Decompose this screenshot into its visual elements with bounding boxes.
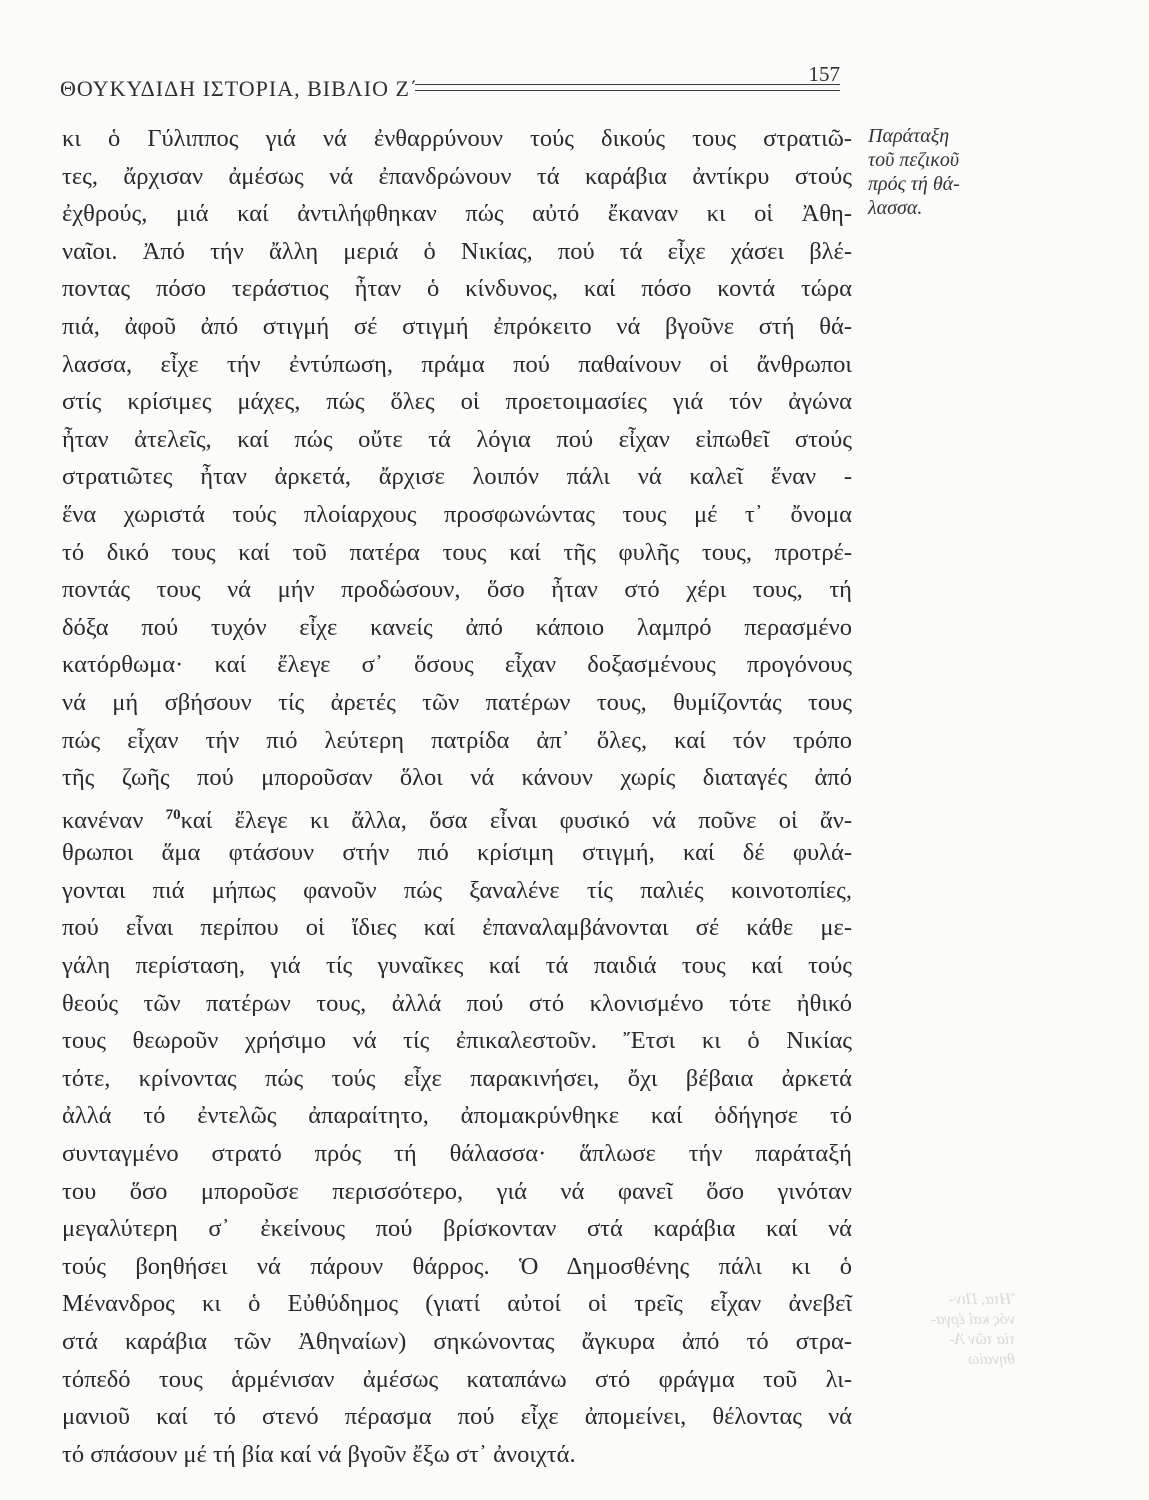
page-number: 157	[808, 62, 840, 86]
text-line: πιά, ἀφοῦ ἀπό στιγμή σέ στιγμή ἐπρόκειτο νά βγοῦνε στή θά-	[62, 312, 852, 340]
text-line: τους θεωροῦν χρήσιμο νά τίς ἐπικαλεστοῦν. Ἔτσι κι ὁ Νικίας	[62, 1027, 852, 1055]
text-line: τῆς ζωῆς πού μποροῦσαν ὅλοι νά κάνουν χωρίς διαταγές ἀπό	[62, 764, 852, 792]
margin-note-line: λασσα.	[868, 197, 923, 219]
text-line: μανιοῦ καί τό στενό πέρασμα πού εἶχε ἀπομείνει, θέλοντας νά	[62, 1403, 852, 1431]
text-line: στρατιῶτες ἦταν ἀρκετά, ἄρχισε λοιπόν πάλι νά καλεῖ ἕναν -	[62, 463, 852, 491]
text-line: πού εἶναι περίπου οἱ ἴδιες καί ἐπαναλαμβάνονται σέ κάθε με-	[62, 914, 852, 942]
text-line: μεγαλύτερη σ᾽ ἐκείνους πού βρίσκονταν στά καράβια καί νά	[62, 1215, 852, 1243]
text-line: τόπεδό τους ἁρμένισαν ἀμέσως καταπάνω στό φράγμα τοῦ λι-	[62, 1365, 852, 1393]
text-line: ποντας πόσο τεράστιος ἦταν ὁ κίνδυνος, καί πόσο κοντά τώρα	[62, 275, 852, 303]
text-line: θεούς τῶν πατέρων τους, ἀλλά πού στό κλονισμένο τότε ἠθικό	[62, 989, 852, 1017]
text-line-with-footnote	[62, 797, 852, 835]
text-line: ἐχθρούς, μιά καί ἀντιλήφθηκαν πώς αὐτό ἔκαναν κι οἱ Ἀθη-	[62, 200, 852, 228]
text-line: λασσα, εἶχε τήν ἐντύπωση, πράμα πού παθαίνουν οἱ ἄνθρωποι	[62, 350, 852, 378]
line-rest: καί ἔλεγε κι ἄλλα, ὅσα εἶναι φυσικό νά ποῦνε οἱ ἄν-	[180, 806, 853, 834]
text-line: δόξα πού τυχόν εἶχε κανείς ἀπό κάποιο λαμπρό περασμένο	[62, 613, 852, 641]
text-line: του ὅσο μποροῦσε περισσότερο, γιά νά φανεῖ ὅσο γινόταν	[62, 1177, 852, 1205]
text-line: κατόρθωμα· καί ἔλεγε σ᾽ ὅσους εἶχαν δοξασμένους προγόνους	[62, 651, 852, 679]
margin-note-line: πρός τή θά-	[868, 173, 960, 195]
text-line: τες, ἄρχισαν ἀμέσως νά ἐπανδρώνουν τά καράβια ἀντίκρυ στούς	[62, 162, 852, 190]
bleed-line: νός καί ἐργα-	[930, 1311, 1015, 1328]
text-line: στίς κρίσιμες μάχες, πώς ὅλες οἱ προετοιμασίες γιά τόν ἀγώνα	[62, 388, 852, 416]
text-line: γονται πιά μήπως φανοῦν πώς ξαναλένε τίς παλιές κοινοτοπίες,	[62, 876, 852, 904]
bleed-line: τία τῶν Ἀ-	[949, 1331, 1015, 1348]
text-line: θρωποι ἅμα φτάσουν στήν πιό κρίσιμη στιγμή, καί δέ φυλά-	[62, 839, 852, 867]
text-line: ἀλλά τό ἐντελῶς ἀπαραίτητο, ἀπομακρύνθηκε καί ὁδήγησε τό	[62, 1102, 852, 1130]
text-line: ναῖοι. Ἀπό τήν ἄλλη μεριά ὁ Νικίας, πού τά εἶχε χάσει βλέ-	[62, 237, 852, 265]
bleed-line: Ἤτα, Πιν-	[948, 1291, 1015, 1308]
header-double-rule	[415, 84, 840, 91]
text-line: Μένανδρος κι ὁ Εὐθύδημος (γιατί αὐτοί οἱ τρεῖς εἶχαν ἀνεβεῖ	[62, 1290, 852, 1318]
line-start: κανέναν	[62, 806, 144, 834]
text-line: ἕνα χωριστά τούς πλοίαρχους προσφωνώντας τους μέ τ᾽ ὄνομα	[62, 500, 852, 528]
running-head-title: ΘΟΥΚΥΔΙΔΗ ΙΣΤΟΡΙΑ, ΒΙΒΛΙΟ Ζ΄	[60, 76, 419, 101]
reverse-page-bleed-through	[905, 1290, 1015, 1370]
running-header	[60, 62, 840, 102]
text-line: συνταγμένο στρατό πρός τή θάλασσα· ἅπλωσε τήν παράταξή	[62, 1140, 852, 1168]
text-line: τούς βοηθήσει νά πάρουν θάρρος. Ὁ Δημοσθένης πάλι κι ὁ	[62, 1252, 852, 1280]
text-line: γάλη περίσταση, γιά τίς γυναῖκες καί τά παιδιά τους καί τούς	[62, 952, 852, 980]
margin-note-line: Παράταξη	[868, 125, 950, 147]
text-line-last: τό σπάσουν μέ τή βία καί νά βγοῦν ἔξω στ᾽ ἀνοιχτά.	[62, 1440, 576, 1468]
main-text-block	[62, 120, 852, 1473]
text-line: τό δικό τους καί τοῦ πατέρα τους καί τῆς φυλῆς τους, προτρέ-	[62, 538, 852, 566]
text-line: νά μή σβήσουν τίς ἀρετές τῶν πατέρων τους, θυμίζοντάς τους	[62, 688, 852, 716]
text-line: κι ὁ Γύλιππος γιά νά ἐνθαρρύνουν τούς δικούς τους στρατιῶ-	[62, 125, 852, 152]
text-line: πώς εἶχαν τήν πιό λεύτερη πατρίδα ἀπ᾽ ὅλες, καί τόν τρόπο	[62, 726, 852, 754]
margin-note-line: τοῦ πεζικοῦ	[868, 149, 960, 171]
bleed-line: θηναίω	[967, 1351, 1015, 1368]
text-line: ἦταν ἀτελεῖς, καί πώς οὔτε τά λόγια πού εἶχαν εἰπωθεῖ στούς	[62, 425, 852, 453]
text-line: τότε, κρίνοντας πώς τούς εἶχε παρακινήσει, ὄχι βέβαια ἀρκετά	[62, 1064, 852, 1092]
text-line: στά καράβια τῶν Ἀθηναίων) σηκώνοντας ἄγκυρα ἀπό τό στρα-	[62, 1328, 852, 1355]
text-line: ποντάς τους νά μήν προδώσουν, ὅσο ἦταν στό χέρι τους, τή	[62, 576, 852, 604]
footnote-reference[interactable]: 70	[165, 806, 181, 823]
margin-note	[868, 124, 1018, 220]
